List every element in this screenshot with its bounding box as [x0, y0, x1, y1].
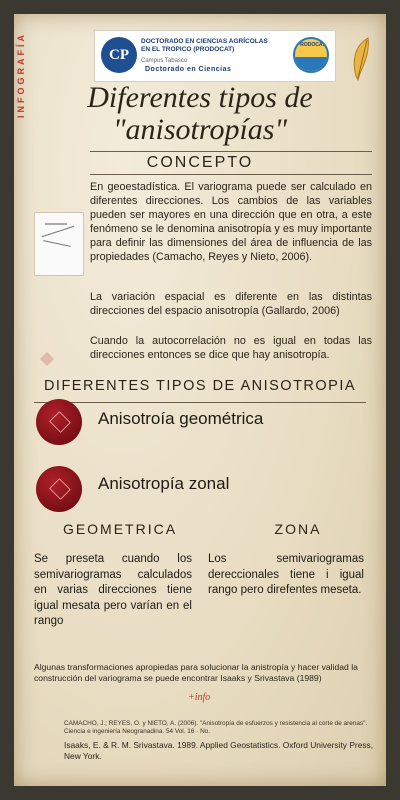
paper-background — [14, 14, 386, 786]
zonal-column-heading: ZONA — [274, 521, 322, 537]
prodocat-logo — [293, 37, 329, 73]
thumbnail-line — [43, 240, 71, 247]
doctorate-name: Doctorado en Ciencias — [145, 66, 232, 73]
cp-logo: CP — [101, 37, 137, 73]
reference-isaaks: Isaaks, E. & R. M. Srivastava. 1989. Applied Geostatistics. Oxford University Press, New York. — [64, 740, 374, 761]
thumbnail-line — [45, 223, 67, 225]
wax-seal-icon — [36, 399, 82, 445]
concept-paragraph-1: En geoestadística. El variograma puede ser calculado en diferentes direcciones. Los cambios de las variables pueden ser mayores en una dirección que en otra, a este fenómeno se le denomina anisotropía y es muy importante para definir las dimensiones del área de influencia de las propiedades (Camacho, Reyes y Nieto, 2006). — [90, 181, 372, 263]
zonal-description: Los semivariogramas dereccionales tiene i igual rango pero direfentes meseta. — [208, 553, 364, 596]
program-name: DOCTORADO EN CIENCIAS AGRÍCOLAS EN EL TROPICO (PRODOCAT) — [141, 38, 268, 53]
title-line-2: "anisotropías" — [112, 113, 288, 146]
gem-icon — [49, 478, 70, 499]
ornament — [40, 352, 54, 366]
type-geometric-label: Anisotroía geométrica — [98, 409, 264, 428]
feather-icon — [350, 36, 372, 82]
divider — [90, 151, 372, 152]
title-line-1: Diferentes tipos de — [87, 81, 313, 114]
campus-name: Campus Tabasco — [141, 58, 188, 64]
divider — [34, 402, 366, 403]
thumbnail-line — [42, 226, 75, 237]
more-info-link[interactable]: +info — [188, 692, 211, 703]
types-heading: DIFERENTES TIPOS DE ANISOTROPIA — [43, 378, 357, 394]
geometric-description: Se preseta cuando los semivariogramas calculados en varias direcciones tiene igual mesata pero varían en el rango — [34, 553, 192, 627]
prodocat-logo-text: PRODOCAT — [296, 42, 326, 48]
wax-seal-icon — [36, 466, 82, 512]
concept-paragraph-2: La variación espacial es diferente en las distintas direcciones del espacio anisotropía (Gallardo, 2006) — [90, 291, 372, 317]
variogram-thumbnail — [34, 212, 84, 276]
transformations-note: Algunas transformaciones apropiedas para solucionar la anistropía y hacer validad la construcción del variograma se puede encontrar Isaaks y Srivastava (1989) — [34, 662, 358, 683]
side-label: INFOGRAFÍA — [16, 32, 26, 118]
type-zonal-label: Anisotropía zonal — [98, 474, 230, 493]
concept-paragraph-3: Cuando la autocorrelación no es igual en todas las direcciones entonces se dice que hay anisotropía. — [90, 335, 372, 361]
geometric-column-heading: GEOMETRICA — [62, 521, 178, 537]
gem-icon — [49, 411, 70, 432]
reference-camacho: CAMACHO, J.; REYES, O. y NIETO, A. (2006). "Anisotropía de esfuerzos y resistencia al corte de arenas". Ciencia e ingeniería Neogranadina. 54 Vol. 16 · No. — [64, 720, 368, 735]
divider — [90, 174, 372, 175]
prodocat-wave — [295, 57, 327, 71]
page-title — [14, 82, 386, 146]
institution-logo-banner — [94, 30, 336, 82]
concept-heading: CONCEPTO — [146, 154, 254, 171]
